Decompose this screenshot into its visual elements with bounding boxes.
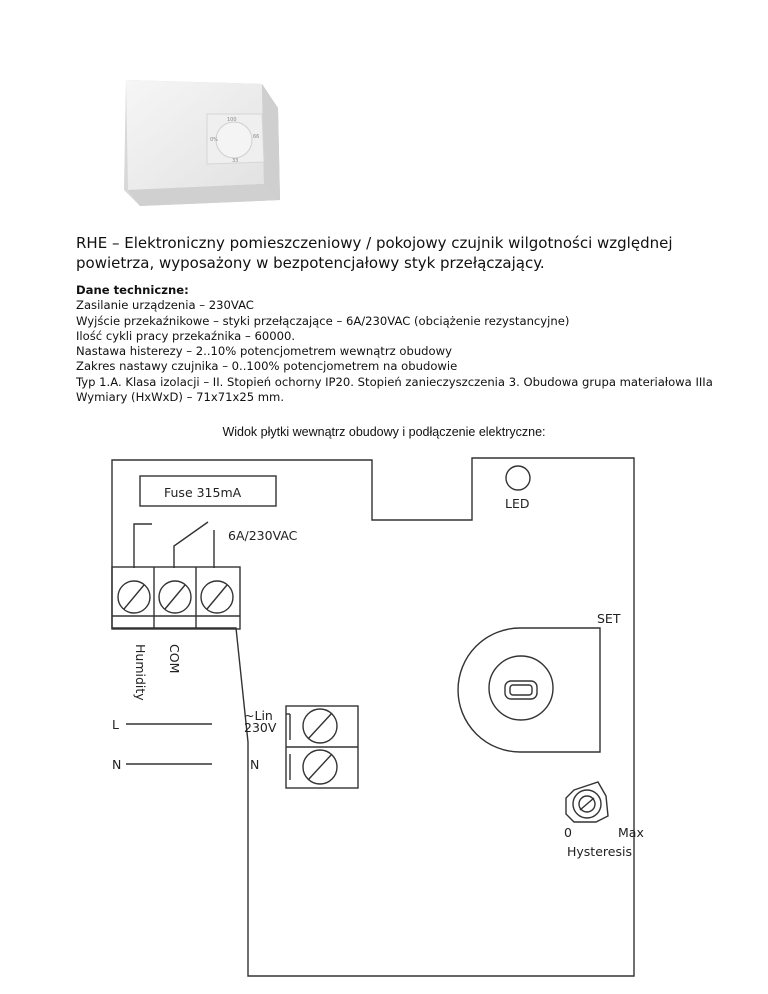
lin-label: ~Lin bbox=[244, 708, 273, 723]
relay-terminal-block bbox=[112, 567, 240, 629]
dial-label: 100 bbox=[227, 117, 237, 123]
line-n-label: N bbox=[112, 757, 122, 772]
line-l-label: L bbox=[112, 717, 119, 732]
fuse-label: Fuse 315mA bbox=[164, 485, 242, 500]
set-potentiometer bbox=[458, 628, 600, 752]
com-label: COM bbox=[167, 644, 182, 674]
product-photo bbox=[112, 74, 292, 214]
hysteresis-label: Hysteresis bbox=[567, 844, 632, 859]
led-label: LED bbox=[505, 496, 530, 511]
dial-label: 0% bbox=[210, 137, 218, 143]
spec-line: Nastawa histerezy – 2..10% potencjometrem wewnątrz obudowy bbox=[76, 344, 452, 359]
relay-rating-label: 6A/230VAC bbox=[228, 528, 298, 543]
spec-line: Zasilanie urządzenia – 230VAC bbox=[76, 298, 254, 313]
humidity-label: Humidity bbox=[133, 644, 148, 701]
spec-line: Wymiary (HxWxD) – 71x71x25 mm. bbox=[76, 390, 285, 405]
wiring-diagram bbox=[100, 456, 660, 984]
set-label: SET bbox=[597, 611, 621, 626]
dial-label: 33 bbox=[232, 158, 239, 164]
spec-line: Ilość cykli pracy przekaźnika – 60000. bbox=[76, 328, 296, 343]
dial-label: 66 bbox=[253, 134, 260, 140]
spec-line: Typ 1.A. Klasa izolacji – II. Stopień ochorny IP20. Stopień zanieczyszczenia 3. Obudowa grupa materiałowa IIIa bbox=[76, 374, 713, 389]
terminal-n-label: N bbox=[250, 757, 260, 772]
spec-line: Zakres nastawy czujnika – 0..100% potencjometrem na obudowie bbox=[76, 359, 458, 374]
product-title: RHE – Elektroniczny pomieszczeniowy / pokojowy czujnik wilgotności względnej powietrza, wyposażony w bezpotencjałowy styk przełączający. bbox=[76, 234, 673, 272]
voltage-label: 230V bbox=[244, 720, 277, 735]
pot-min-label: 0 bbox=[564, 825, 572, 840]
relay-contact bbox=[174, 522, 208, 568]
spec-line: Wyjście przekaźnikowe – styki przełączające – 6A/230VAC (obciążenie rezystancyjne) bbox=[76, 313, 570, 328]
diagram-caption: Widok płytki wewnątrz obudowy i podłączenie elektryczne: bbox=[222, 425, 546, 439]
relay-contact bbox=[134, 524, 152, 568]
specs-heading: Dane techniczne: bbox=[76, 283, 189, 297]
pot-max-label: Max bbox=[618, 825, 644, 840]
hysteresis-trimmer bbox=[566, 782, 608, 822]
board-outline bbox=[112, 458, 634, 976]
technical-specs bbox=[76, 283, 726, 405]
led-icon bbox=[506, 466, 530, 490]
